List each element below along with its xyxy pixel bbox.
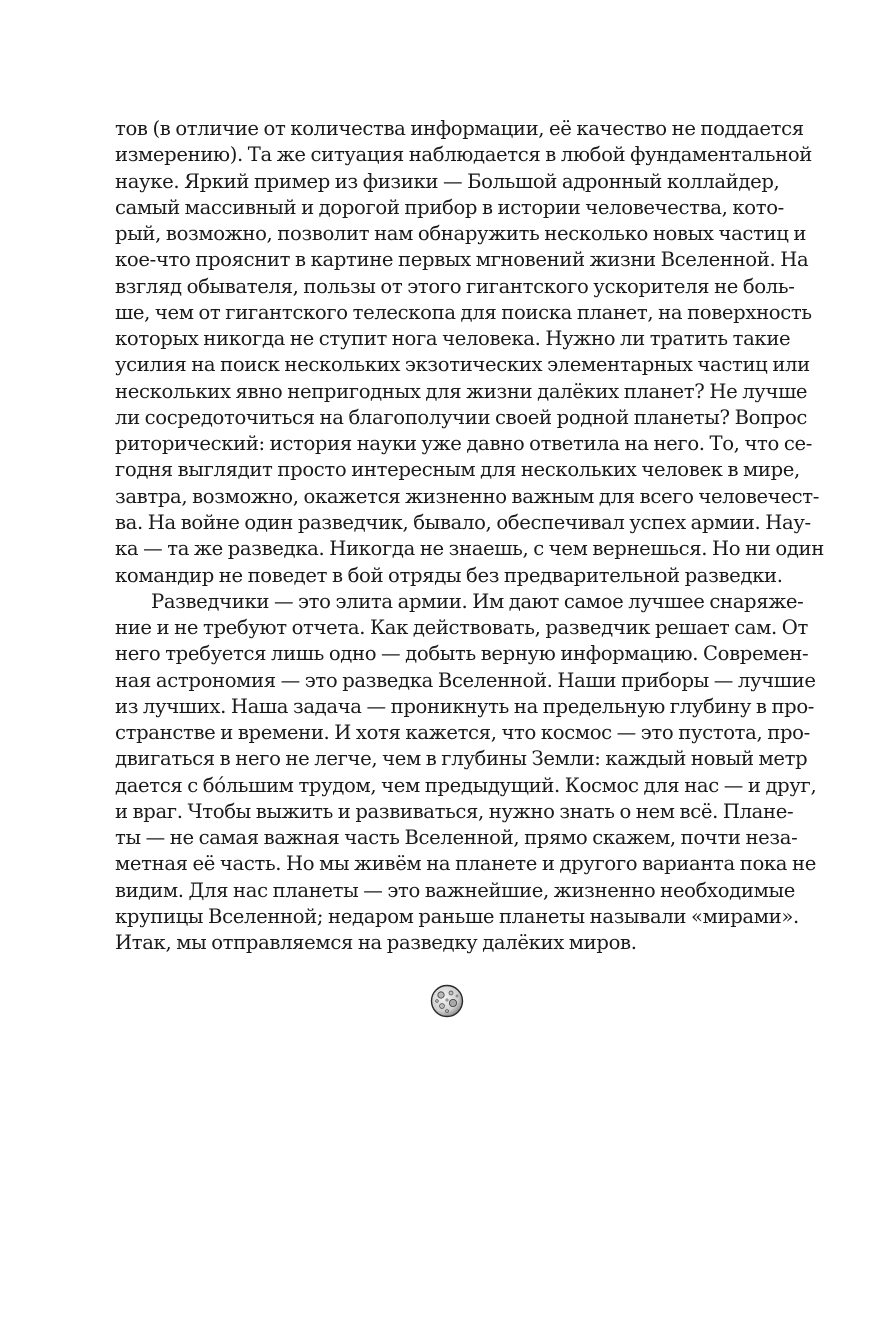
- moon-crater: [436, 1000, 439, 1003]
- text-line: которых никогда не ступит нога человека. Нужно ли тратить такие: [115, 327, 791, 351]
- text-line: тов (в отличие от количества информации, её качество не поддается: [115, 117, 804, 140]
- text-line: измерению). Та же ситуация наблюдается в любой фундаментальной: [115, 143, 813, 167]
- text-line: ка — та же разведка. Никогда не знаешь, с чем вернешься. Но ни один: [115, 537, 824, 561]
- text-line: и враг. Чтобы выжить и развиваться, нужно знать о нем всё. Плане-: [115, 799, 794, 823]
- text-line: крупицы Вселенной; недаром раньше планеты называли «мирами».: [115, 904, 799, 928]
- text-line: завтра, возможно, окажется жизненно важным для всего человечест-: [115, 484, 819, 508]
- text-line: двигаться в него не легче, чем в глубины Земли: каждый новый метр: [115, 747, 808, 771]
- moon-crater: [438, 992, 444, 998]
- body-text: [115, 116, 824, 957]
- moon-crater: [449, 991, 453, 995]
- moon-crater: [449, 999, 456, 1006]
- text-line: ше, чем от гигантского телескопа для поиска планет, на поверхность: [115, 300, 812, 324]
- text-line: ная астрономия — это разведка Вселенной. Наши приборы — лучшие: [115, 668, 816, 692]
- text-line: Итак, мы отправляемся на разведку далёких миров.: [115, 931, 637, 955]
- text-line: ва. На войне один разведчик, бывало, обеспечивал успех армии. Нау-: [115, 510, 811, 534]
- moon-crater: [446, 1010, 449, 1013]
- paragraph-2: [115, 589, 817, 957]
- text-line: странстве и времени. И хотя кажется, что космос — это пустота, про-: [115, 721, 810, 745]
- text-line: рый, возможно, позволит нам обнаружить несколько новых частиц и: [115, 222, 807, 246]
- moon-icon: [430, 984, 464, 1018]
- text-line: ние и не требуют отчета. Как действовать, разведчик решает сам. От: [115, 616, 809, 640]
- text-line: самый массивный и дорогой прибор в истории человечества, кото-: [115, 195, 784, 219]
- text-line: ты — не самая важная часть Вселенной, прямо скажем, почти неза-: [115, 826, 798, 850]
- text-line: усилия на поиск нескольких экзотических элементарных частиц или: [115, 353, 810, 377]
- moon-crater: [456, 995, 458, 997]
- text-line: из лучших. Наша задача — проникнуть на предельную глубину в про-: [115, 694, 815, 718]
- moon-crater: [446, 999, 448, 1001]
- text-line: метная её часть. Но мы живём на планете и другого варианта пока не: [115, 852, 816, 876]
- text-line: видим. Для нас планеты — это важнейшие, жизненно необходимые: [115, 878, 795, 902]
- text-line: риторический: история науки уже давно ответила на него. То, что се-: [115, 432, 813, 456]
- text-line: годня выглядит просто интересным для нескольких человек в мире,: [115, 458, 800, 482]
- text-line: дается с бóльшим трудом, чем предыдущий. Космос для нас — и друг,: [115, 773, 817, 797]
- text-line: командир не поведет в бой отряды без предварительной разведки.: [115, 563, 783, 587]
- text-line: ли сосредоточиться на благополучии своей родной планеты? Вопрос: [115, 405, 808, 429]
- text-line: взгляд обывателя, пользы от этого гигантского ускорителя не боль-: [115, 274, 795, 298]
- text-line: науке. Яркий пример из физики — Большой адронный коллайдер,: [115, 169, 780, 193]
- text-line: Разведчики — это элита армии. Им дают самое лучшее снаряже-: [151, 589, 804, 613]
- paragraph-1: [115, 116, 824, 589]
- text-line: кое-что прояснит в картине первых мгновений жизни Вселенной. На: [115, 248, 809, 272]
- moon-crater: [440, 1004, 445, 1009]
- text-line: него требуется лишь одно — добыть верную информацию. Современ-: [115, 642, 809, 666]
- text-line: нескольких явно непригодных для жизни далёких планет? Не лучше: [115, 379, 808, 403]
